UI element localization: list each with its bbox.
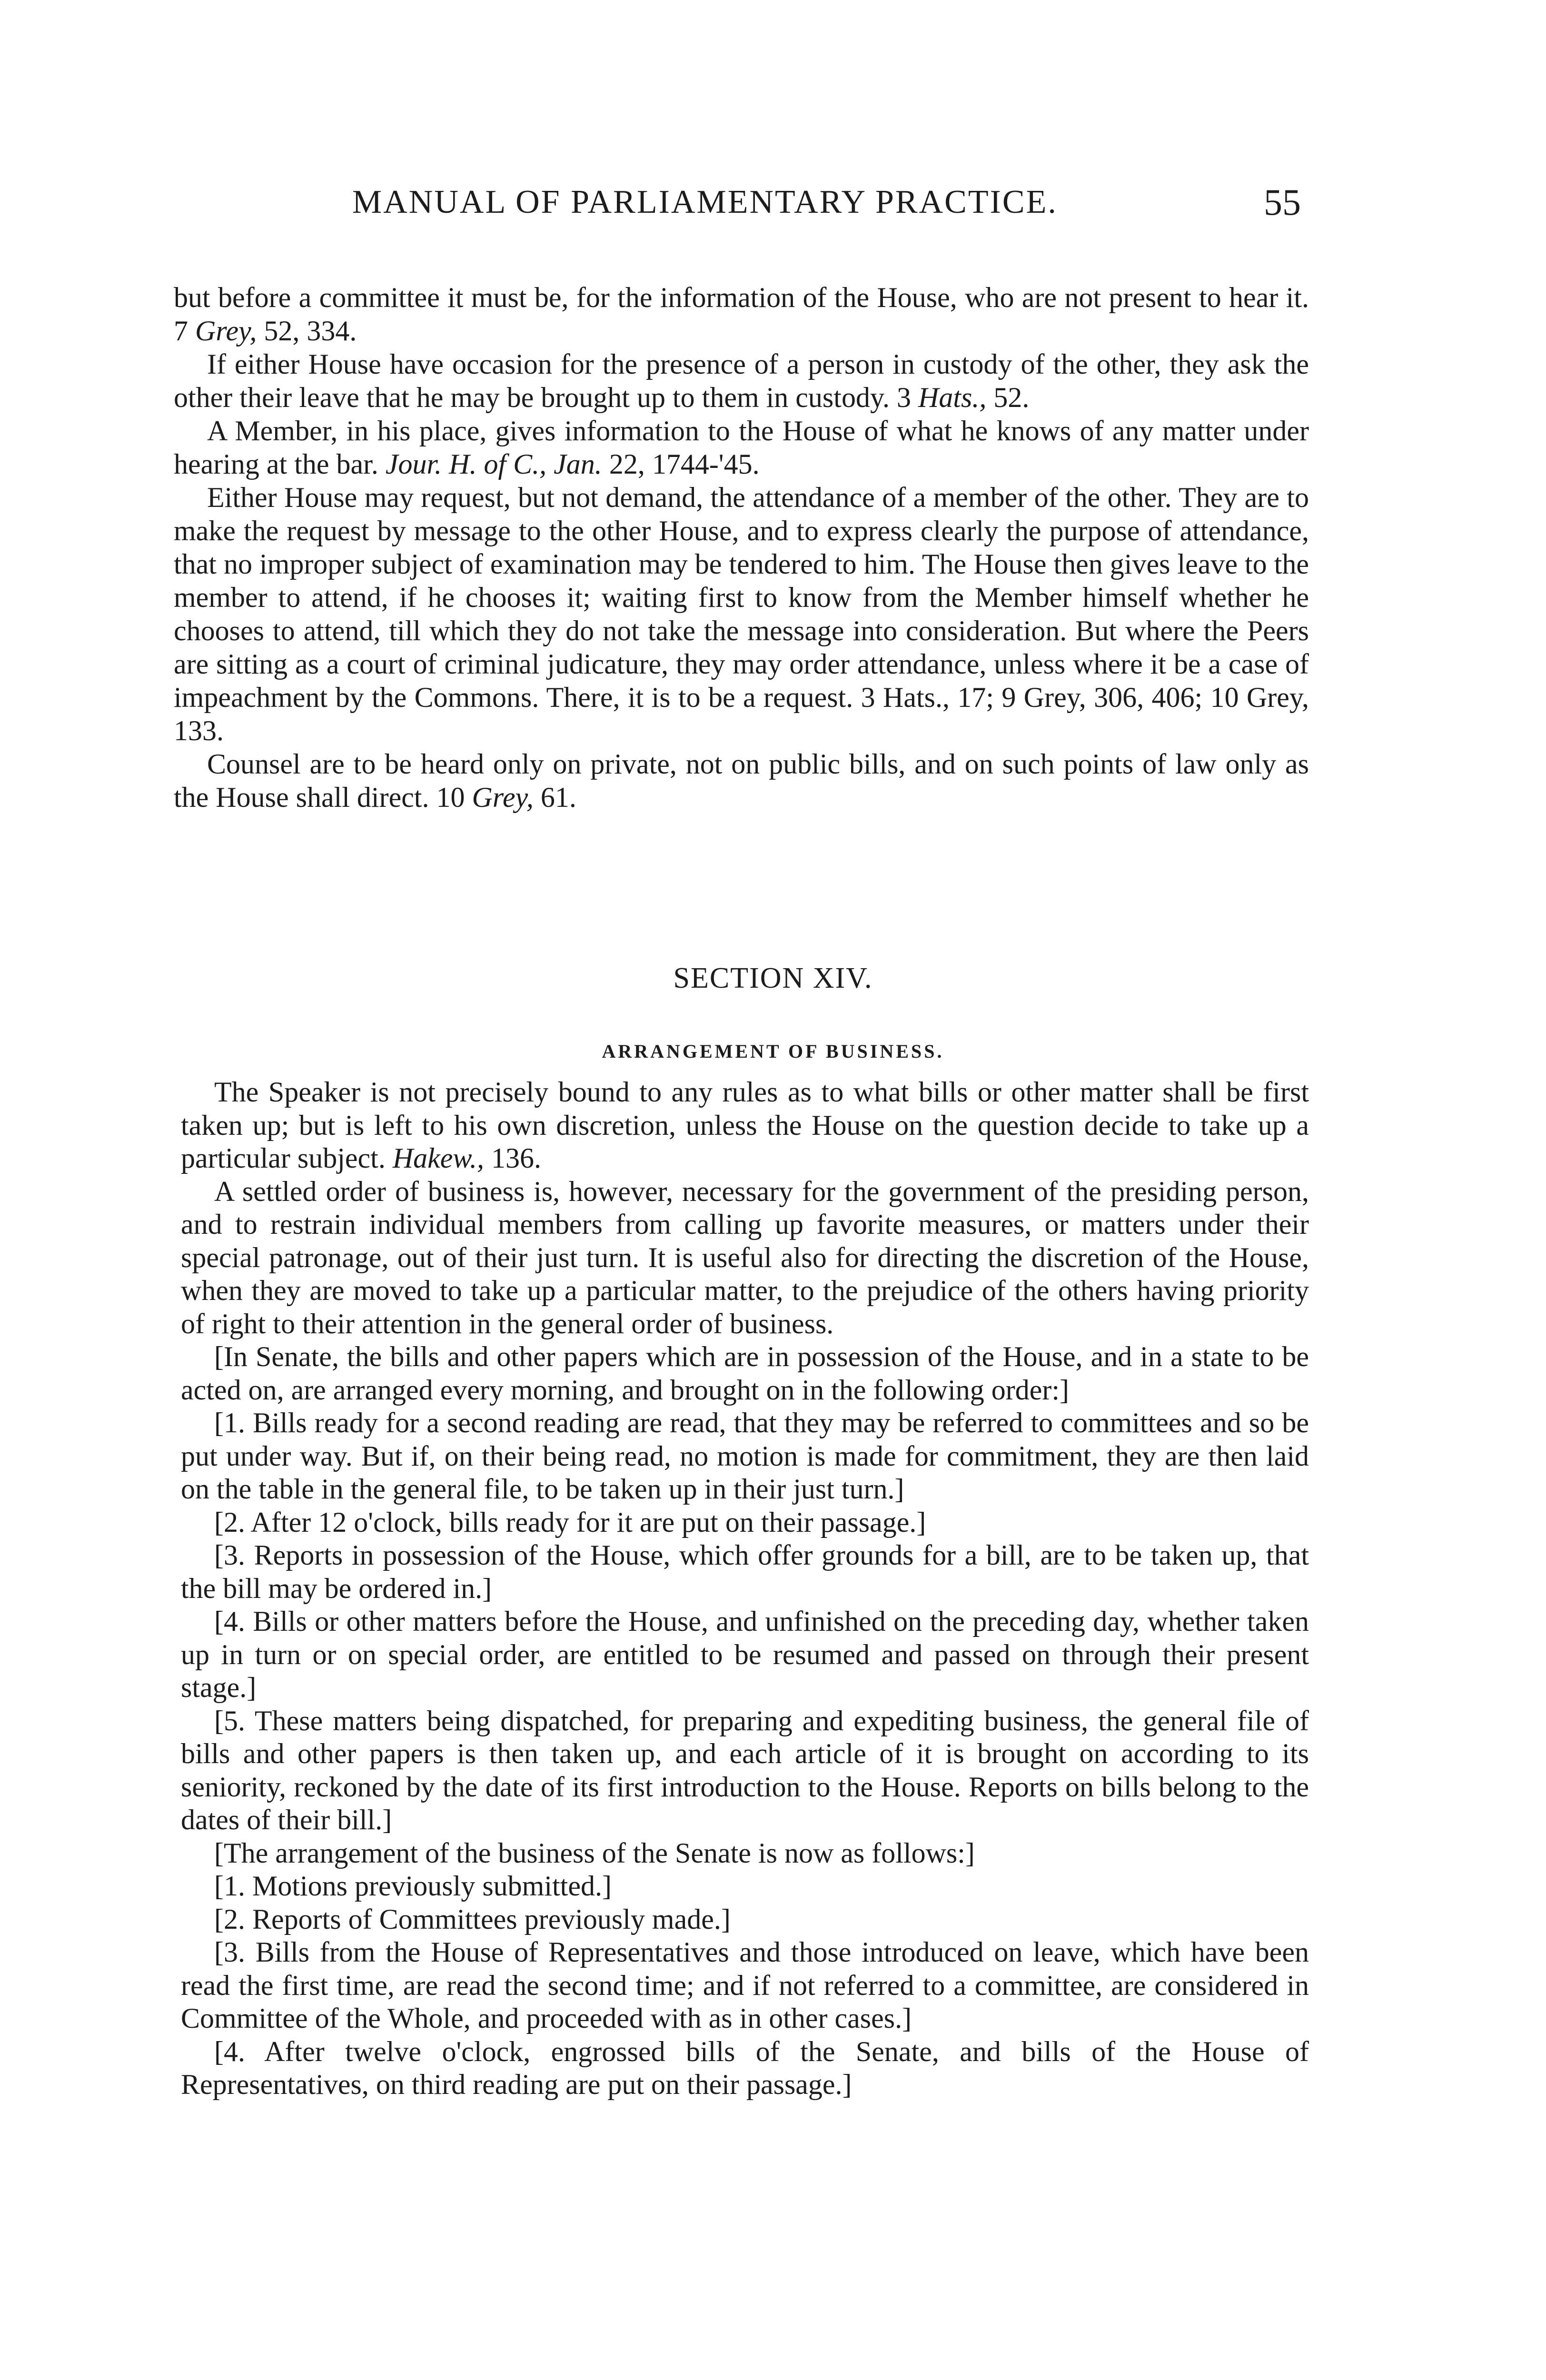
paragraph: [2. Reports of Committees previously made.] <box>214 1903 731 1935</box>
paragraph: [4. After twelve o'clock, engrossed bills of the Senate, and bills of the House of Representatives, on third reading are put on their passage.] <box>181 2035 1309 2100</box>
paragraph: [1. Bills ready for a second reading are read, that they may be referred to committees and so be put under way. But if, on their being read, no motion is made for commitment, they are then laid on the table in the general file, to be taken up in their just turn.] <box>181 1407 1309 1505</box>
section-text-block <box>181 1076 1309 2102</box>
paragraph: [2. After 12 o'clock, bills ready for it are put on their passage.] <box>214 1506 926 1538</box>
paragraph: A Member, in his place, gives information to the House of what he knows of any matter under hearing at the bar. Jour. H. of C., Jan. 22, 1744-'45. <box>174 415 1309 480</box>
paragraph: A settled order of business is, however, necessary for the government of the presiding person, and to restrain individual members from calling up favorite measures, or matters under their special patronage, out of their just turn. It is useful also for directing the discretion of the House, when they are moved to take up a particular matter, to the prejudice of the others having priority of right to their attention in the general order of business. <box>181 1175 1309 1339</box>
paragraph: [1. Motions previously submitted.] <box>214 1870 612 1902</box>
paragraph: [3. Bills from the House of Representatives and those introduced on leave, which have been read the first time, are read the second time; and if not referred to a committee, are considered in Committee of the Whole, and proceeded with as in other cases.] <box>181 1936 1309 2034</box>
paragraph: [The arrangement of the business of the Senate is now as follows:] <box>214 1837 975 1869</box>
paragraph: If either House have occasion for the presence of a person in custody of the other, they ask the other their leave that he may be brought up to them in custody. 3 Hats., 52. <box>174 348 1309 413</box>
paragraph: Counsel are to be heard only on private, not on public bills, and on such points of law only as the House shall direct. 10 Grey, 61. <box>174 748 1309 813</box>
section-title: SECTION XIV. <box>673 962 873 994</box>
paragraph: [4. Bills or other matters before the House, and unfinished on the preceding day, whether taken up in turn or on special order, are entitled to be resumed and passed on through their present stage.] <box>181 1606 1309 1703</box>
top-text-block <box>174 281 1309 814</box>
running-head: MANUAL OF PARLIAMENTARY PRACTICE. <box>352 184 1058 220</box>
paragraph: [3. Reports in possession of the House, which offer grounds for a bill, are to be taken up, that the bill may be ordered in.] <box>181 1539 1309 1604</box>
section-subtitle: ARRANGEMENT OF BUSINESS. <box>602 1041 944 1062</box>
paragraph: [In Senate, the bills and other papers which are in possession of the House, and in a state to be acted on, are arranged every morning, and brought on in the following order:] <box>181 1341 1309 1406</box>
page-number: 55 <box>1264 181 1301 223</box>
paragraph: but before a committee it must be, for the information of the House, who are not present to hear it. 7 Grey, 52, 334. <box>174 282 1309 347</box>
paragraph: [5. These matters being dispatched, for preparing and expediting business, the general file of bills and other papers is then taken up, and each article of it is brought on according to its seniority, reckoned by the date of its first introduction to the House. Reports on bills belong to the dates of their bill.] <box>181 1705 1309 1835</box>
paragraph: The Speaker is not precisely bound to any rules as to what bills or other matter shall be first taken up; but is left to his own discretion, unless the House on the question decide to take up a particular subject. Hakew., 136. <box>181 1076 1309 1174</box>
paragraph: Either House may request, but not demand, the attendance of a member of the other. They are to make the request by message to the other House, and to express clearly the purpose of attendance, that no improper subject of examination may be tendered to him. The House then gives leave to the member to attend, if he chooses it; waiting first to know from the Member himself whether he chooses to attend, till which they do not take the message into consideration. But where the Peers are sitting as a court of criminal judicature, they may order attendance, unless where it be a case of impeachment by the Commons. There, it is to be a request. 3 Hats., 17; 9 Grey, 306, 406; 10 Grey, 133. <box>174 482 1309 746</box>
